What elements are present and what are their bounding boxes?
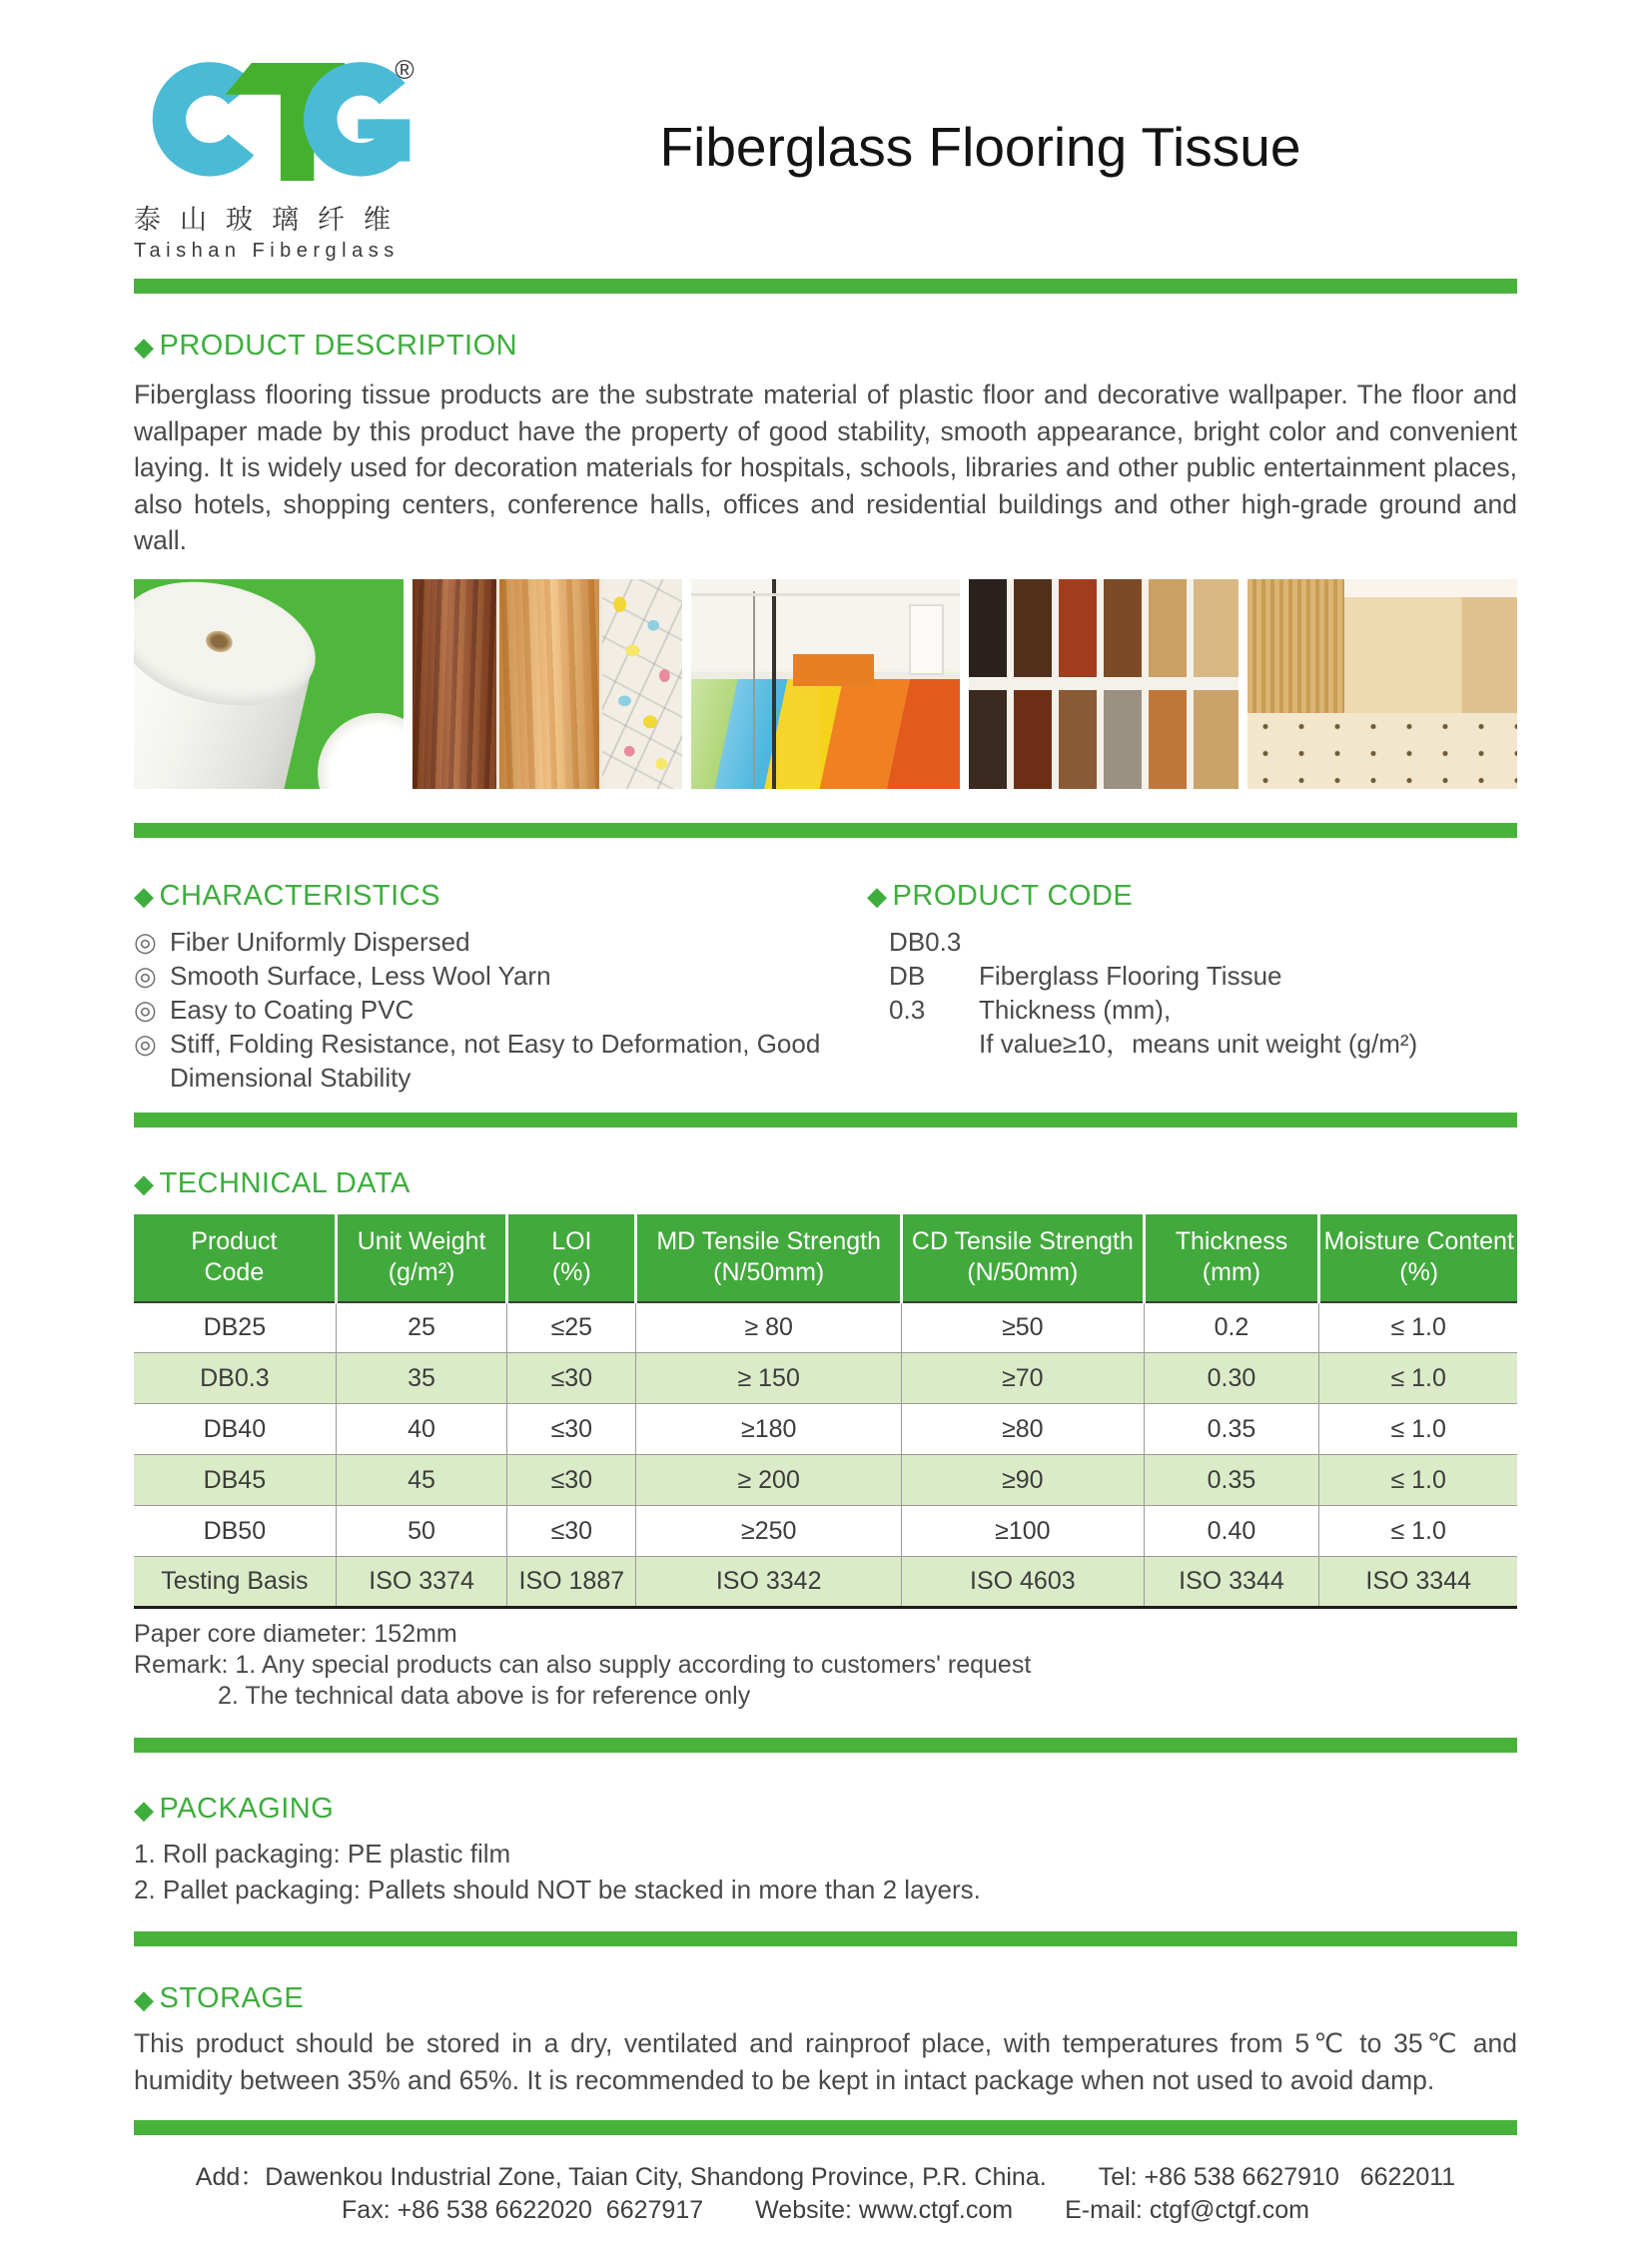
- cell: ≤30: [507, 1506, 636, 1557]
- column-header-product-code: Product Code: [134, 1214, 336, 1302]
- product-code-value: DB0.3: [889, 926, 962, 957]
- email-text: E-mail: ctgf@ctgf.com: [1065, 2196, 1309, 2224]
- heading-label: PACKAGING: [159, 1793, 335, 1825]
- list-item: [134, 925, 867, 959]
- section-product-code: [867, 880, 1517, 1095]
- code-description: Thickness (mm),: [979, 994, 1172, 1025]
- packaging-item: 2. Pallet packaging: Pallets should NOT be stacked in more than 2 layers.: [134, 1874, 981, 1904]
- ctg-logo-icon: [134, 56, 418, 188]
- cell: DB50: [134, 1506, 336, 1557]
- list-item: [134, 1027, 867, 1095]
- table-footnotes: [134, 1619, 1517, 1712]
- diamond-icon: ◆: [134, 1168, 155, 1198]
- heading-label: STORAGE: [159, 1982, 305, 2014]
- storage-text: This product should be stored in a dry, ventilated and rainproof place, with temperatures from 5℃ to 35℃ and humidity between 35% and 65%. It is recommended to be kept in intact package when not used to avoid damp.: [134, 2028, 1517, 2095]
- technical-data-table: [134, 1214, 1517, 1610]
- table-row-db50: [134, 1506, 1517, 1557]
- cell: ≥180: [636, 1404, 902, 1455]
- cell: ≤ 1.0: [1319, 1404, 1517, 1455]
- footer-line-1: [134, 2161, 1517, 2194]
- cell: 0.40: [1144, 1506, 1319, 1557]
- logo-chinese-name: 泰山玻璃纤维: [134, 205, 410, 235]
- diamond-icon: ◆: [867, 881, 888, 911]
- section-characteristics: [134, 880, 867, 1095]
- cell: DB25: [134, 1302, 336, 1353]
- website-text: Website: www.ctgf.com: [755, 2196, 1014, 2224]
- cell: ≤ 1.0: [1319, 1506, 1517, 1557]
- cell: ISO 3344: [1319, 1557, 1517, 1608]
- code-description: Fiberglass Flooring Tissue: [979, 960, 1282, 991]
- product-description-text: Fiberglass flooring tissue products are the substrate material of plastic floor and decorative wallpaper. The floor and wallpaper made by this product have the property of good stability, smooth appearance, bright color and convenient laying. It is widely used for decoration materials for hospitals, schools, libraries and other public entertainment places, also hotels, shopping centers, conference halls, offices and residential buildings and other high-grade ground and wall.: [134, 379, 1517, 555]
- code-key: DB: [889, 960, 926, 991]
- cell: DB45: [134, 1455, 336, 1506]
- column-header-moisture: Moisture Content (%): [1319, 1214, 1517, 1302]
- photo-wood-panel-room: [1247, 579, 1517, 789]
- cell: ≤30: [507, 1455, 636, 1506]
- table-row-testing-basis: [134, 1557, 1517, 1608]
- cell: ≥80: [902, 1404, 1144, 1455]
- cell: 35: [336, 1353, 507, 1404]
- door-shape: [909, 604, 944, 675]
- list-item-text: Fiber Uniformly Dispersed: [170, 926, 470, 957]
- dotted-floor-shape: [1247, 713, 1517, 789]
- heading-label: PRODUCT CODE: [892, 879, 1134, 912]
- cell: 50: [336, 1506, 507, 1557]
- footnote-core-diameter: Paper core diameter: 152mm: [134, 1620, 457, 1648]
- heading-label: TECHNICAL DATA: [159, 1166, 411, 1199]
- product-code-entry: [867, 959, 1517, 993]
- title-area: [443, 56, 1517, 263]
- list-item: [134, 993, 867, 1027]
- green-divider: [134, 1738, 1517, 1753]
- cell: ≤25: [507, 1302, 636, 1353]
- cell: ≥ 150: [636, 1353, 902, 1404]
- cell: 0.30: [1144, 1353, 1319, 1404]
- telephone-text: Tel: +86 538 6627910 6622011: [1098, 2163, 1456, 2191]
- wood-roll-dark: [413, 579, 499, 789]
- slat-wall-shape: [1247, 579, 1344, 713]
- characteristics-product-code-row: [134, 880, 1517, 1095]
- section-technical-data: [134, 1167, 1517, 1713]
- column-header-loi: LOI (%): [507, 1214, 636, 1302]
- technical-data-heading: [134, 1167, 1517, 1200]
- page-header: [134, 0, 1517, 263]
- glass-reflection-shape: [691, 679, 821, 788]
- list-item-text: Easy to Coating PVC: [170, 994, 414, 1025]
- plank-samples-row-top: [969, 579, 1239, 678]
- cell: ≤ 1.0: [1319, 1353, 1517, 1404]
- table-row-db40: [134, 1404, 1517, 1455]
- characteristics-heading: [134, 880, 867, 913]
- photo-wood-grain-rolls: [413, 579, 682, 789]
- product-code-heading: [867, 880, 1517, 913]
- green-divider: [134, 1113, 1517, 1127]
- address-label: Add：: [195, 2163, 266, 2191]
- orange-wall-shape: [793, 654, 874, 686]
- logo-english-name: Taishan Fiberglass: [134, 240, 400, 262]
- table-body: [134, 1302, 1517, 1608]
- table-row-db03: [134, 1353, 1517, 1404]
- section-packaging: [134, 1793, 1517, 1907]
- cell: ≥ 80: [636, 1302, 902, 1353]
- cell: DB40: [134, 1404, 336, 1455]
- diamond-icon: ◆: [134, 1794, 155, 1825]
- page-footer: [134, 2161, 1517, 2227]
- product-code-entry: [867, 993, 1517, 1027]
- packaging-list: [134, 1836, 1517, 1907]
- bullet-icon: ◎: [134, 926, 157, 957]
- ceiling-line-shape: [691, 593, 961, 596]
- product-photo-strip: [134, 579, 1517, 789]
- mosaic-roll: [602, 579, 682, 789]
- cell: 0.35: [1144, 1455, 1319, 1506]
- ceiling-shape: [1344, 579, 1517, 598]
- cell: ≤ 1.0: [1319, 1302, 1517, 1353]
- cell: ISO 1887: [507, 1557, 636, 1608]
- footnote-remark-2: 2. The technical data above is for reference only: [218, 1682, 751, 1710]
- company-logo: [134, 56, 443, 263]
- cell: 0.35: [1144, 1404, 1319, 1455]
- table-row-db25: [134, 1302, 1517, 1353]
- storage-heading: [134, 1982, 1517, 2015]
- photo-colorful-corridor: [691, 579, 961, 789]
- fax-text: Fax: +86 538 6622020 6627917: [342, 2196, 704, 2224]
- footer-line-2: [134, 2194, 1517, 2227]
- bullet-icon: ◎: [134, 1028, 157, 1059]
- packaging-item: 1. Roll packaging: PE plastic film: [134, 1839, 511, 1868]
- cell: 45: [336, 1455, 507, 1506]
- cell: ≤30: [507, 1404, 636, 1455]
- cell: ≥50: [902, 1302, 1144, 1353]
- green-divider: [134, 823, 1517, 838]
- plank-samples-row-bottom: [969, 690, 1239, 789]
- diamond-icon: ◆: [134, 331, 155, 362]
- table-header-row: [134, 1214, 1517, 1302]
- wood-roll-light: [499, 579, 602, 789]
- column-header-cd-tensile: CD Tensile Strength (N/50mm): [902, 1214, 1144, 1302]
- table-header: [134, 1214, 1517, 1302]
- cell: ≥ 200: [636, 1455, 902, 1506]
- cell: ISO 4603: [902, 1557, 1144, 1608]
- cell: ≥250: [636, 1506, 902, 1557]
- characteristics-list: [134, 925, 867, 1095]
- green-divider: [134, 1931, 1517, 1946]
- product-description-heading: [134, 330, 1517, 363]
- section-storage: [134, 1982, 1517, 2098]
- cell: ≤30: [507, 1353, 636, 1404]
- list-item-text: Smooth Surface, Less Wool Yarn: [170, 960, 551, 991]
- heading-label: CHARACTERISTICS: [159, 879, 440, 912]
- heading-label: PRODUCT DESCRIPTION: [159, 330, 518, 362]
- cell: 25: [336, 1302, 507, 1353]
- tissue-curl-shape: [318, 713, 404, 789]
- cell: 0.2: [1144, 1302, 1319, 1353]
- glass-frame-shape: [772, 579, 776, 789]
- registered-mark: ®: [395, 56, 414, 85]
- cell: ≤ 1.0: [1319, 1455, 1517, 1506]
- column-header-unit-weight: Unit Weight (g/m²): [336, 1214, 507, 1302]
- photo-fiberglass-roll: [134, 579, 404, 789]
- bullet-icon: ◎: [134, 994, 157, 1025]
- cell: ISO 3374: [336, 1557, 507, 1608]
- bullet-icon: ◎: [134, 960, 157, 991]
- address-text: Dawenkou Industrial Zone, Taian City, Shandong Province, P.R. China.: [265, 2163, 1047, 2191]
- code-key: [889, 1027, 979, 1061]
- page-title: Fiberglass Flooring Tissue: [659, 115, 1301, 178]
- back-wall-shape: [1344, 597, 1517, 713]
- product-code-entry: [867, 1027, 1517, 1061]
- cell: ≥70: [902, 1353, 1144, 1404]
- glass-frame-shape: [753, 591, 755, 788]
- packaging-heading: [134, 1793, 1517, 1826]
- column-header-thickness: Thickness (mm): [1144, 1214, 1319, 1302]
- code-key: 0.3: [889, 994, 926, 1025]
- cell: ISO 3344: [1144, 1557, 1319, 1608]
- cell: Testing Basis: [134, 1557, 336, 1608]
- green-divider: [134, 2120, 1517, 2135]
- diamond-icon: ◆: [134, 1983, 155, 2014]
- column-header-md-tensile: MD Tensile Strength (N/50mm): [636, 1214, 902, 1302]
- cell: ≥90: [902, 1455, 1144, 1506]
- cell: ISO 3342: [636, 1557, 902, 1608]
- green-divider: [134, 279, 1517, 294]
- cell: ≥100: [902, 1506, 1144, 1557]
- footnote-remark-1: Remark: 1. Any special products can also supply according to customers' request: [134, 1651, 1032, 1679]
- cell: 40: [336, 1404, 507, 1455]
- table-row-db45: [134, 1455, 1517, 1506]
- address-group: [196, 2161, 1047, 2194]
- photo-wood-flooring-samples: [969, 579, 1239, 789]
- list-item: [134, 959, 867, 993]
- cell: DB0.3: [134, 1353, 336, 1404]
- diamond-icon: ◆: [134, 881, 155, 911]
- section-product-description: [134, 330, 1517, 559]
- list-item-text: Stiff, Folding Resistance, not Easy to Deformation, Good Dimensional Stability: [170, 1028, 821, 1093]
- code-description: If value≥10，means unit weight (g/m²): [979, 1028, 1418, 1059]
